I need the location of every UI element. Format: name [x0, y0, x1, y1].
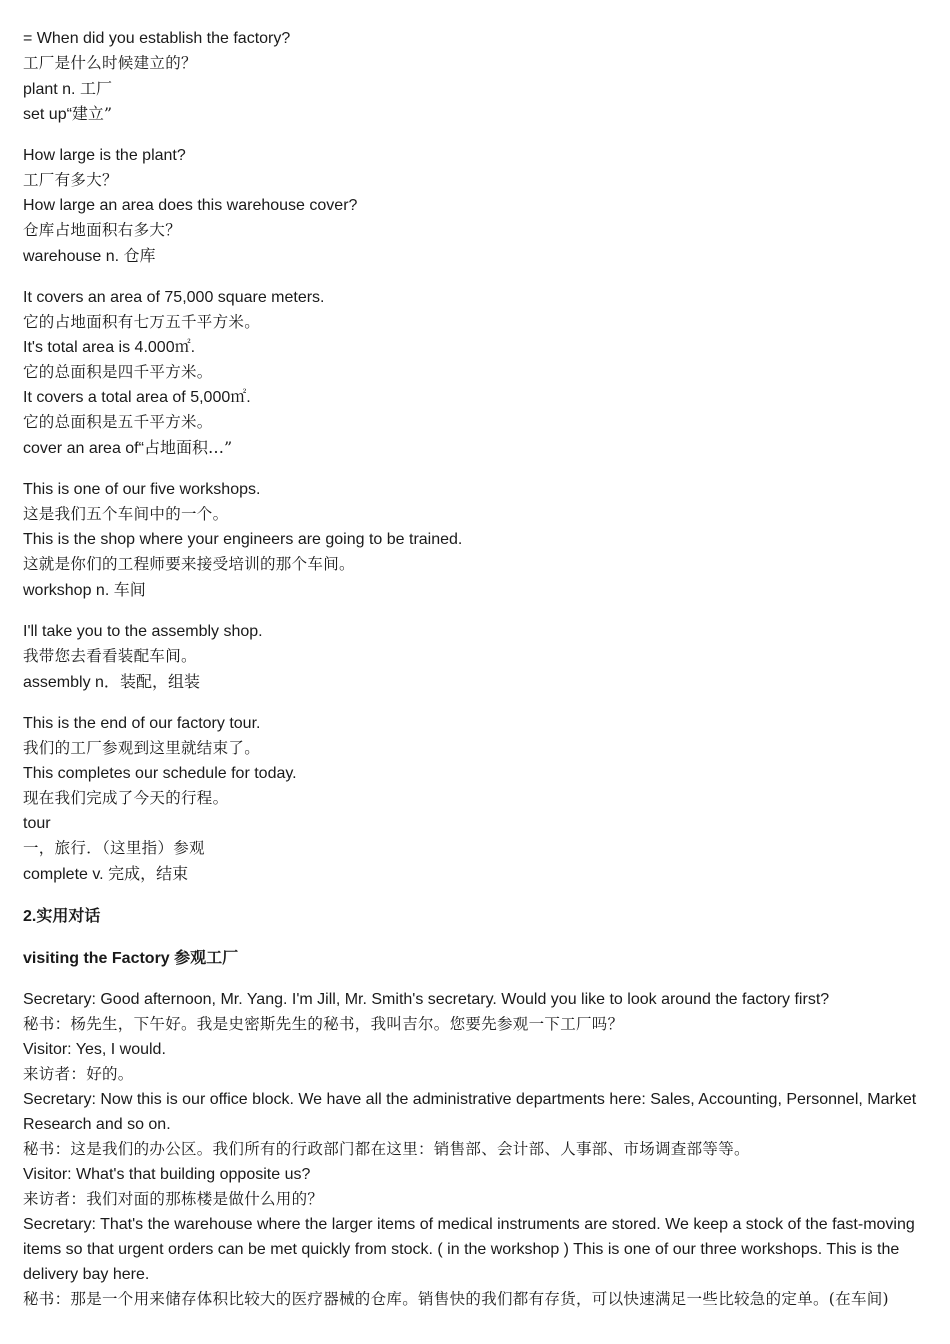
chinese-text: 它的占地面积有七万五千平方米。: [23, 313, 261, 331]
text-line: [23, 987, 933, 1012]
english-text: Visitor: What's that building opposite us?: [23, 1166, 311, 1183]
text-line: [23, 836, 933, 861]
text-line: [23, 1187, 933, 1212]
chinese-text: 建立”: [71, 104, 113, 123]
text-line: [23, 243, 933, 268]
text-line: [23, 736, 933, 761]
english-text: Visitor: Yes, I would.: [23, 1041, 166, 1058]
text-line: [23, 360, 933, 385]
chinese-text: 仓库占地面积右多大？: [23, 221, 182, 239]
text-line: [23, 527, 933, 552]
document-page: [23, 26, 933, 1312]
paragraph-gap: [23, 126, 933, 143]
text-line: [23, 193, 933, 218]
text-line: [23, 1062, 933, 1087]
paragraph-gap: [23, 928, 933, 945]
chinese-text: 占地面积…”: [143, 438, 233, 457]
english-text: This is one of our five workshops.: [23, 481, 261, 498]
text-line: [23, 168, 933, 193]
text-line: [23, 552, 933, 577]
text-line: [23, 711, 933, 736]
paragraph-block: [23, 619, 933, 694]
paragraph-block: [23, 26, 933, 126]
paragraph-gap: [23, 694, 933, 711]
text-line: [23, 410, 933, 435]
text-line: [23, 811, 933, 836]
chinese-text: 仓库: [123, 246, 156, 265]
english-text: Secretary: That's the warehouse where the larger items of medical instruments are stored. We keep a stock of the fast-moving items so that urgent orders can be met quickly from stock. ( in the workshop ) This is one of our three workshops. This is the delivery bay here.: [23, 1216, 915, 1283]
chinese-text: 这是我们五个车间中的一个。: [23, 505, 229, 523]
text-line: [23, 218, 933, 243]
english-text: 2.: [23, 908, 37, 925]
paragraph-block: [23, 285, 933, 460]
text-line: [23, 51, 933, 76]
english-text: tour: [23, 815, 51, 832]
chinese-text: 来访者：好的。: [23, 1065, 134, 1083]
text-line: [23, 101, 933, 126]
text-line: [23, 26, 933, 51]
english-text: It's total area is 4.000㎡.: [23, 339, 196, 356]
english-text: I'll take you to the assembly shop.: [23, 623, 263, 640]
chinese-text: 我们的工厂参观到这里就结束了。: [23, 739, 261, 757]
chinese-text: 参观工厂: [174, 948, 239, 967]
text-line: [23, 310, 933, 335]
text-line: [23, 669, 933, 694]
text-line: [23, 435, 933, 460]
paragraph-block: [23, 711, 933, 886]
english-text: Secretary: Good afternoon, Mr. Yang. I'm Jill, Mr. Smith's secretary. Would you like to look around the factory first?: [23, 991, 830, 1008]
english-text: complete v.: [23, 866, 109, 883]
chinese-text: 它的总面积是五千平方米。: [23, 413, 213, 431]
section-heading: [23, 945, 933, 970]
text-line: [23, 1137, 933, 1162]
chinese-text: 工厂是什么时候建立的？: [23, 54, 197, 72]
text-line: [23, 1212, 933, 1287]
chinese-text: 它的总面积是四千平方米。: [23, 363, 213, 381]
english-text: It covers a total area of 5,000㎡.: [23, 389, 251, 406]
paragraph-block: [23, 477, 933, 602]
chinese-text: 一，旅行．（这里指）参观: [23, 839, 205, 857]
text-line: [23, 945, 933, 970]
text-line: [23, 1087, 933, 1137]
paragraph-block: [23, 143, 933, 268]
text-line: [23, 502, 933, 527]
chinese-text: 车间: [113, 580, 146, 599]
paragraph-gap: [23, 268, 933, 285]
paragraph-gap: [23, 970, 933, 987]
chinese-text: 这就是你们的工程师要来接受培训的那个车间。: [23, 555, 355, 573]
english-text: This is the shop where your engineers are going to be trained.: [23, 531, 463, 548]
english-text: This is the end of our factory tour.: [23, 715, 261, 732]
english-text: This completes our schedule for today.: [23, 765, 297, 782]
chinese-text: 秘书：那是一个用来储存体积比较大的医疗器械的仓库。销售快的我们都有存货，可以快速满足一些比较急的定单。(在车间): [23, 1290, 889, 1308]
text-line: [23, 786, 933, 811]
chinese-text: 秘书：杨先生，下午好。我是史密斯先生的秘书，我叫吉尔。您要先参观一下工厂吗？: [23, 1015, 624, 1033]
chinese-text: 工厂: [79, 79, 112, 98]
text-line: [23, 76, 933, 101]
english-text: warehouse n.: [23, 248, 124, 265]
chinese-text: 秘书：这是我们的办公区。我们所有的行政部门都在这里：销售部、会计部、人事部、市场调查部等等。: [23, 1140, 750, 1158]
text-line: [23, 1012, 933, 1037]
english-text: plant n.: [23, 81, 80, 98]
text-line: [23, 761, 933, 786]
english-text: How large an area does this warehouse cover?: [23, 197, 358, 214]
chinese-text: 现在我们完成了今天的行程。: [23, 789, 229, 807]
text-line: [23, 477, 933, 502]
english-text: assembly n．: [23, 674, 120, 691]
chinese-text: 工厂有多大？: [23, 171, 118, 189]
english-text: Secretary: Now this is our office block. We have all the administrative departments here: Sales, Accounting, Personnel, Market Research and so on.: [23, 1091, 917, 1133]
text-line: [23, 143, 933, 168]
english-text: visiting the Factory: [23, 950, 175, 967]
paragraph-block: [23, 987, 933, 1312]
chinese-text: 装配，组装: [119, 672, 200, 691]
text-line: [23, 644, 933, 669]
chinese-text: 完成，结束: [108, 864, 189, 883]
chinese-text: 实用对话: [36, 906, 101, 925]
english-text: How large is the plant?: [23, 147, 186, 164]
chinese-text: 来访者：我们对面的那栋楼是做什么用的？: [23, 1190, 324, 1208]
english-text: cover an area of“: [23, 440, 144, 457]
section-heading: [23, 903, 933, 928]
text-line: [23, 861, 933, 886]
text-line: [23, 1287, 933, 1312]
english-text: workshop n.: [23, 582, 114, 599]
text-line: [23, 903, 933, 928]
paragraph-gap: [23, 886, 933, 903]
text-line: [23, 619, 933, 644]
paragraph-gap: [23, 460, 933, 477]
text-line: [23, 285, 933, 310]
chinese-text: 我带您去看看装配车间。: [23, 647, 197, 665]
text-line: [23, 1162, 933, 1187]
text-line: [23, 385, 933, 410]
english-text: = When did you establish the factory?: [23, 30, 291, 47]
paragraph-gap: [23, 602, 933, 619]
english-text: set up“: [23, 106, 72, 123]
english-text: It covers an area of 75,000 square meters.: [23, 289, 325, 306]
text-line: [23, 1037, 933, 1062]
text-line: [23, 335, 933, 360]
text-line: [23, 577, 933, 602]
